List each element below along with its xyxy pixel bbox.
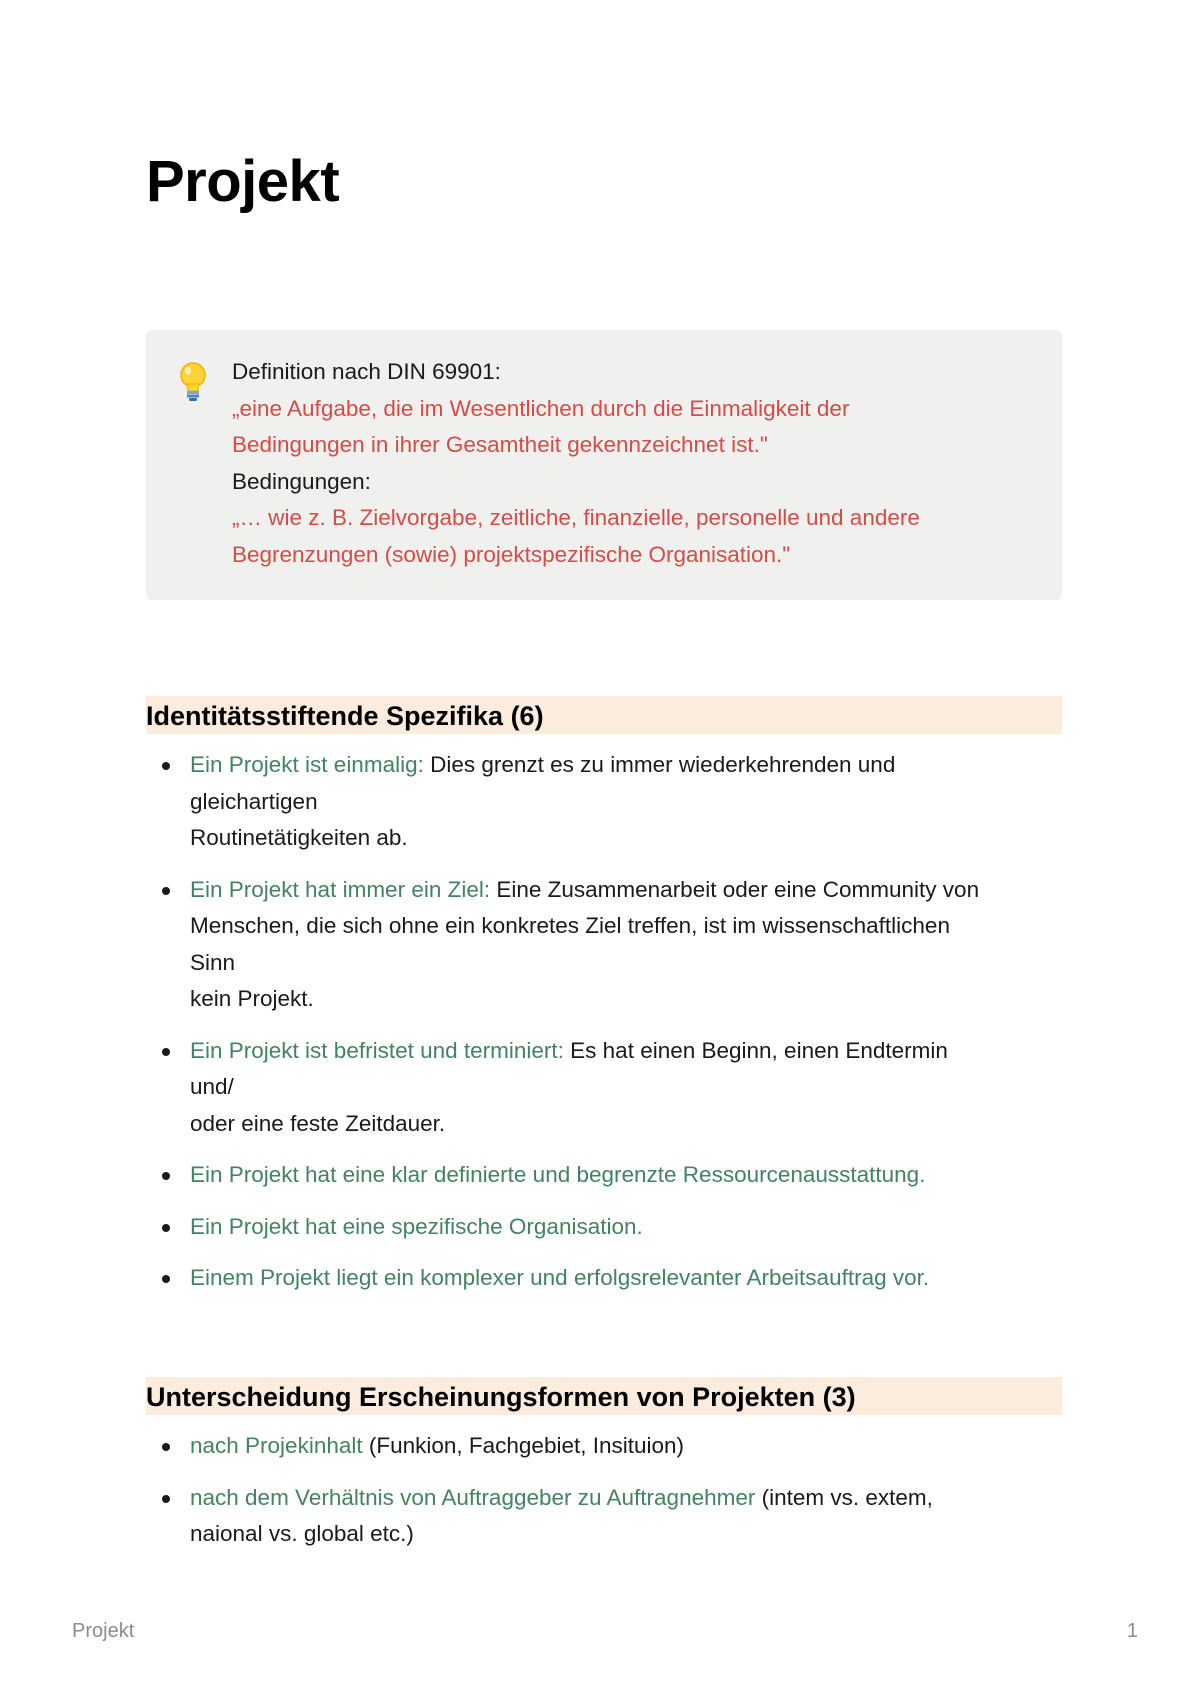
list-item xyxy=(146,872,1062,1018)
item-text: Routinetätigkeiten ab. xyxy=(190,825,408,850)
item-highlight: nach Projekinhalt xyxy=(190,1433,363,1458)
erscheinungsformen-list xyxy=(146,1428,1062,1568)
section-heading-spezifika: Identitätsstiftende Spezifika (6) xyxy=(146,696,1062,734)
definition-quote-line: Bedingungen in ihrer Gesamtheit gekennzeichnet ist." xyxy=(232,432,768,457)
item-text: Dies grenzt es zu immer wiederkehrenden und xyxy=(423,752,896,777)
item-text: Es hat einen Beginn, einen Endtermin xyxy=(563,1037,948,1063)
definition-callout xyxy=(146,330,1062,600)
page-number: 1 xyxy=(1126,1620,1138,1642)
conditions-label: Bedingungen: xyxy=(232,468,371,494)
item-highlight: Einem Projekt liegt ein komplexer und erfolgsrelevanter Arbeitsauftrag vor. xyxy=(190,1265,930,1290)
list-item xyxy=(146,1480,1062,1553)
item-text: Sinn xyxy=(190,949,236,975)
callout-text xyxy=(232,354,1032,573)
list-item xyxy=(146,1157,1062,1194)
item-highlight: Ein Projekt ist befristet und terminiert: xyxy=(190,1037,564,1063)
item-text: oder eine feste Zeitdauer. xyxy=(190,1110,446,1136)
list-item xyxy=(146,1209,1062,1246)
section-heading-erscheinungsformen: Unterscheidung Erscheinungsformen von Projekten (3) xyxy=(146,1377,1062,1415)
item-highlight: nach dem Verhältnis von Auftraggeber zu Auftragnehmer xyxy=(190,1484,756,1510)
item-text: Menschen, die sich ohne ein konkretes Ziel treffen, ist im wissenschaftlichen xyxy=(190,913,950,938)
definition-quote-line: „eine Aufgabe, die im Wesentlichen durch die Einmaligkeit der xyxy=(232,395,850,421)
list-item xyxy=(146,747,1062,857)
spezifika-list xyxy=(146,747,1062,1312)
page-title: Projekt xyxy=(146,149,340,214)
footer-title: Projekt xyxy=(72,1620,135,1642)
definition-label: Definition nach DIN 69901: xyxy=(232,359,501,384)
conditions-quote-line: „… wie z. B. Zielvorgabe, zeitliche, finanzielle, personelle und andere xyxy=(232,505,920,530)
item-highlight: Ein Projekt hat eine klar definierte und begrenzte Ressourcenausstattung. xyxy=(190,1162,926,1187)
list-item xyxy=(146,1033,1062,1143)
item-highlight: Ein Projekt hat immer ein Ziel: xyxy=(190,876,491,902)
conditions-quote-line: Begrenzungen (sowie) projektspezifische Organisation." xyxy=(232,541,791,567)
item-highlight: Ein Projekt ist einmalig: xyxy=(190,752,424,777)
item-text: gleichartigen xyxy=(190,788,318,814)
item-text: (intem vs. extem, xyxy=(755,1484,933,1510)
list-item xyxy=(146,1428,1062,1465)
item-highlight: Ein Projekt hat eine spezifische Organisation. xyxy=(190,1213,643,1239)
item-text: Eine Zusammenarbeit oder eine Community von xyxy=(490,876,980,902)
item-text: (Funkion, Fachgebiet, Insituion) xyxy=(362,1433,685,1458)
lightbulb-icon xyxy=(176,360,210,404)
item-text: kein Projekt. xyxy=(190,986,314,1011)
item-text: und/ xyxy=(190,1074,234,1099)
list-item xyxy=(146,1260,1062,1297)
item-text: naional vs. global etc.) xyxy=(190,1521,414,1546)
